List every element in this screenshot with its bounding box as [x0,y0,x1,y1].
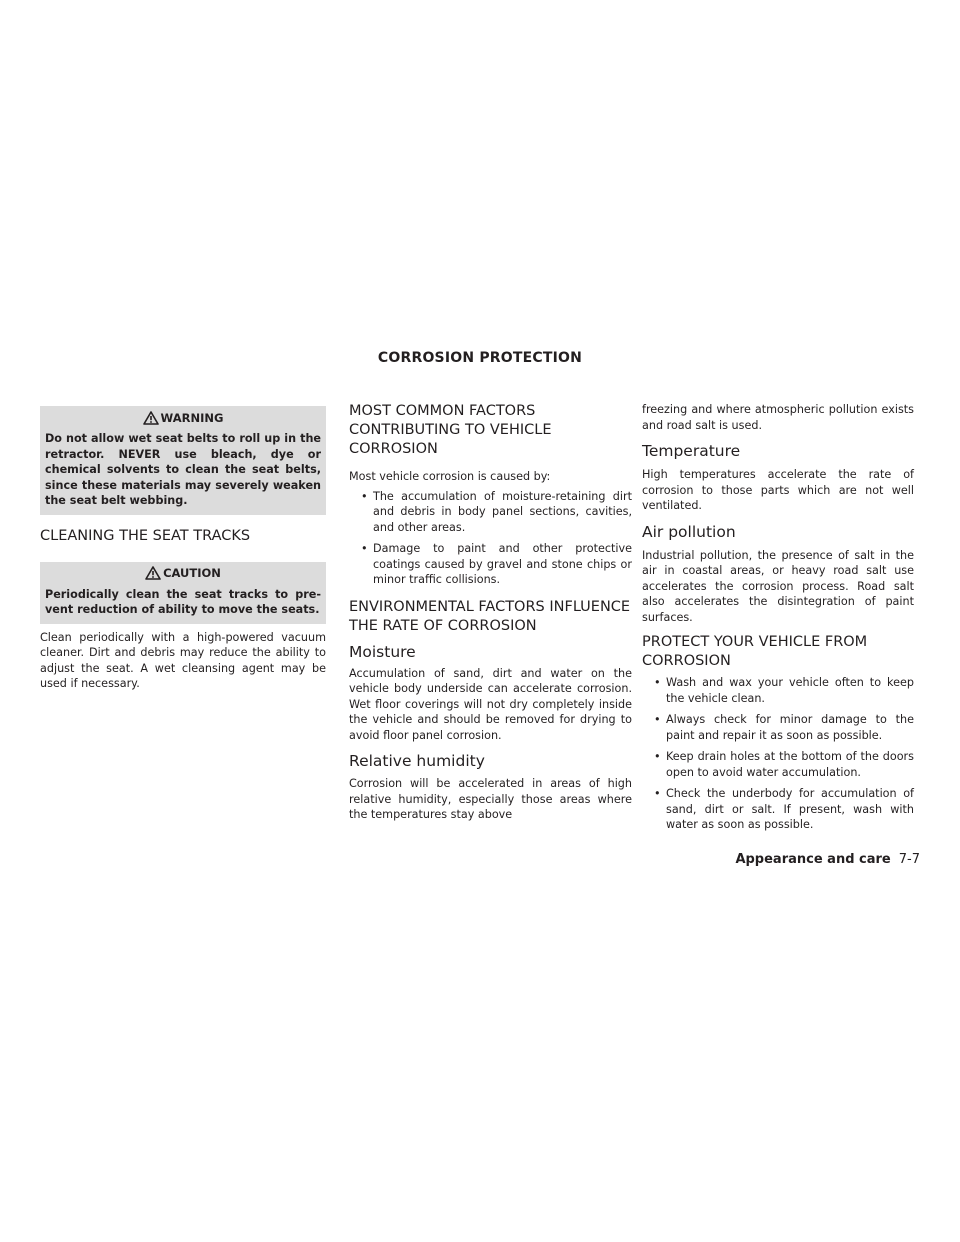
warning-text: Do not allow wet seat belts to roll up in the retractor. NEVER use bleach, dye or chemical solvents to clean the seat belts, since these materials may severely weaken the seat belt webbing. [45,432,321,507]
humidity-text-continued: freezing and where atmospheric pollution exists and road salt is used. [642,403,914,432]
air-pollution-heading: Air pollution [642,522,736,541]
warning-header [40,408,326,427]
humidity-text: Corrosion will be accelerated in areas of high relative humidity, especially those areas where the temperatures stay above [349,777,632,821]
caution-text: Periodically clean the seat tracks to prevent reduction of ability to move the seats. [45,587,321,616]
list-item: • Keep drain holes at the bottom of the doors open to avoid water accumulation. [642,749,914,780]
warning-label: WARNING [160,410,224,425]
column-left [40,406,326,692]
caution-label: CAUTION [163,566,221,580]
protect-heading: PROTECT YOUR VEHICLE FROM CORROSION [642,634,868,669]
list-item: • The accumulation of moisture-retaining dirt and debris in body panel sections, cavities, and other areas. [349,489,632,536]
list-item: • Always check for minor damage to the paint and repair it as soon as possible. [642,712,914,743]
factors-heading: MOST COMMON FACTORS CONTRIBUTING TO VEHICLE CORROSION [349,403,552,457]
moisture-text: Accumulation of sand, dirt and water on the vehicle body underside can accelerate corrosion. Wet floor coverings will not dry completely inside the vehicle and should be removed for drying to avoid floor panel corrosion. [349,666,632,742]
list-item: • Damage to paint and other protective coatings caused by gravel and stone chips or minor traffic collisions. [349,541,632,588]
column-right [642,403,914,839]
list-item: • Check the underbody for accumulation of sand, dirt or salt. If present, wash with water as soon as possible. [642,786,914,833]
column-middle [349,403,632,823]
page-footer [735,852,920,867]
warning-box [40,406,326,515]
factors-intro: Most vehicle corrosion is caused by: [349,470,551,483]
air-pollution-text: Industrial pollution, the presence of salt in the air in coastal areas, or heavy road salt use accelerates the corrosion process. Road salt also accelerates the disintegration of paint surfaces. [642,548,914,624]
caution-triangle-icon [145,566,161,580]
moisture-heading: Moisture [349,642,416,661]
cleaning-heading: CLEANING THE SEAT TRACKS [40,527,251,544]
footer-section-label: Appearance and care [735,852,891,867]
factors-list [349,489,632,588]
list-item: • Wash and wax your vehicle often to keep the vehicle clean. [642,675,914,706]
temperature-heading: Temperature [642,442,741,460]
protect-list [642,675,914,833]
temperature-text: High temperatures accelerate the rate of corrosion to those parts which are not well ventilated. [642,468,914,512]
section-title: CORROSION PROTECTION [377,350,583,366]
cleaning-text: Clean periodically with a high-powered vacuum cleaner. Dirt and debris may reduce the ability to adjust the seat. A wet cleansing agent may be used if necessary. [40,630,326,690]
environment-heading: ENVIRONMENTAL FACTORS INFLUENCE THE RATE OF CORROSION [349,598,631,634]
caution-header [40,564,326,583]
page-number: 7-7 [898,852,920,867]
warning-triangle-icon [143,411,159,425]
caution-box [40,562,326,624]
humidity-heading: Relative humidity [349,752,485,770]
